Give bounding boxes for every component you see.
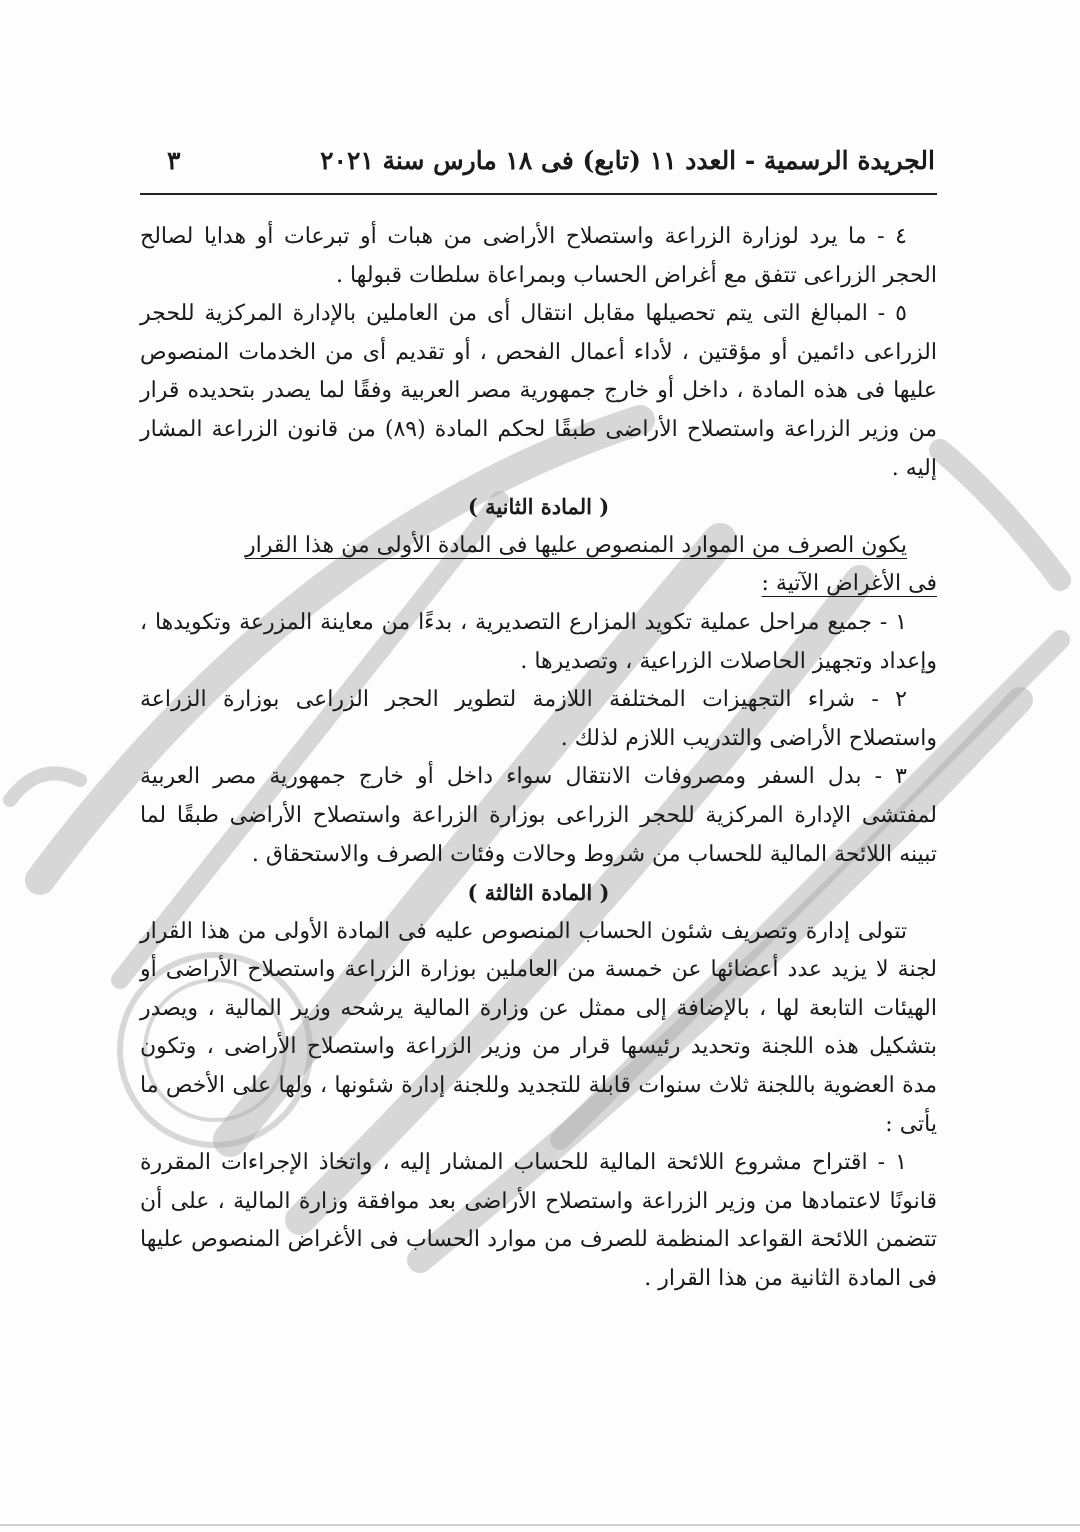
page-number: ٣ [167, 145, 181, 175]
paragraph-item-5: ٥ - المبالغ التى يتم تحصيلها مقابل انتقال أى من العاملين بالإدارة المركزية للحجر الزراعى دائمين أو مؤقتين ، لأداء أعمال الفحص ، أو تقديم أى من الخدمات المنصوص عليها فى هذه المادة ، داخل أو خارج جمهورية مصر العربية وفقًا لما يصدر بتحديده قرار من وزير الزراعة واستصلاح الأراضى طبقًا لحكم المادة (٨٩) من قانون الزراعة المشار إليه . [140, 301, 937, 481]
page-header [145, 140, 935, 180]
article-two-intro: يكون الصرف من الموارد المنصوص عليها فى المادة الأولى من هذا القرار [245, 532, 907, 558]
article-two-item-2: ٢ - شراء التجهيزات المختلفة اللازمة لتطوير الحجر الزراعى بوزارة الزراعة واستصلاح الأراضى والتدريب اللازم لذلك . [140, 687, 937, 751]
article-three-item-1: ١ - اقتراح مشروع اللائحة المالية للحساب المشار إليه ، واتخاذ الإجراءات المقررة قانونًا لاعتمادها من وزير الزراعة واستصلاح الأراضى بعد موافقة وزارة المالية ، على أن تتضمن اللائحة القواعد المنظمة للصرف من موارد الحساب فى الأغراض المنصوص عليها فى المادة الثانية من هذا القرار . [140, 1150, 937, 1292]
bottom-edge-line [0, 1524, 1080, 1526]
header-rule [140, 193, 937, 195]
heading-article-two: ( المادة الثانية ) [467, 494, 610, 520]
article-three-body: تتولى إدارة وتصريف شئون الحساب المنصوص عليه فى المادة الأولى من هذا القرار لجنة لا يزيد عدد أعضائها عن خمسة من العاملين بوزارة الزراعة واستصلاح الأراضى أو الهيئات التابعة لها ، بالإضافة إلى ممثل عن وزارة المالية يرشحه وزير المالية ، ويصدر بتشكيل هذه اللجنة وتحديد رئيسها قرار من وزير الزراعة واستصلاح الأراضى ، وتكون مدة العضوية باللجنة ثلاث سنوات قابلة للتجديد وللجنة إدارة شئونها ، ولها على الأخص ما يأتى : [140, 918, 937, 1137]
document-body [140, 218, 937, 1299]
gazette-title: الجريدة الرسمية - العدد ١١ (تابع) فى ١٨ مارس سنة ٢٠٢١ [320, 145, 935, 175]
article-two-item-1: ١ - جميع مراحل عملية تكويد المزارع التصديرية ، بدءًا من معاينة المزرعة وتكويدها ، وإعداد وتجهيز الحاصلات الزراعية ، وتصديرها . [140, 609, 937, 674]
article-two-intro-continued: فى الأغراض الآتية : [761, 571, 937, 597]
heading-article-three: ( المادة الثالثة ) [467, 880, 610, 906]
paragraph-item-4: ٤ - ما يرد لوزارة الزراعة واستصلاح الأراضى من هبات أو تبرعات أو هدايا لصالح الحجر الزراعى تتفق مع أغراض الحساب وبمراعاة سلطات قبولها . [140, 224, 937, 288]
article-two-item-3: ٣ - بدل السفر ومصروفات الانتقال سواء داخل أو خارج جمهورية مصر العربية لمفتشى الإدارة المركزية للحجر الزراعى بوزارة الزراعة واستصلاح الأراضى طبقًا لما تبينه اللائحة المالية للحساب من شروط وحالات وفئات الصرف والاستحقاق . [140, 764, 937, 867]
